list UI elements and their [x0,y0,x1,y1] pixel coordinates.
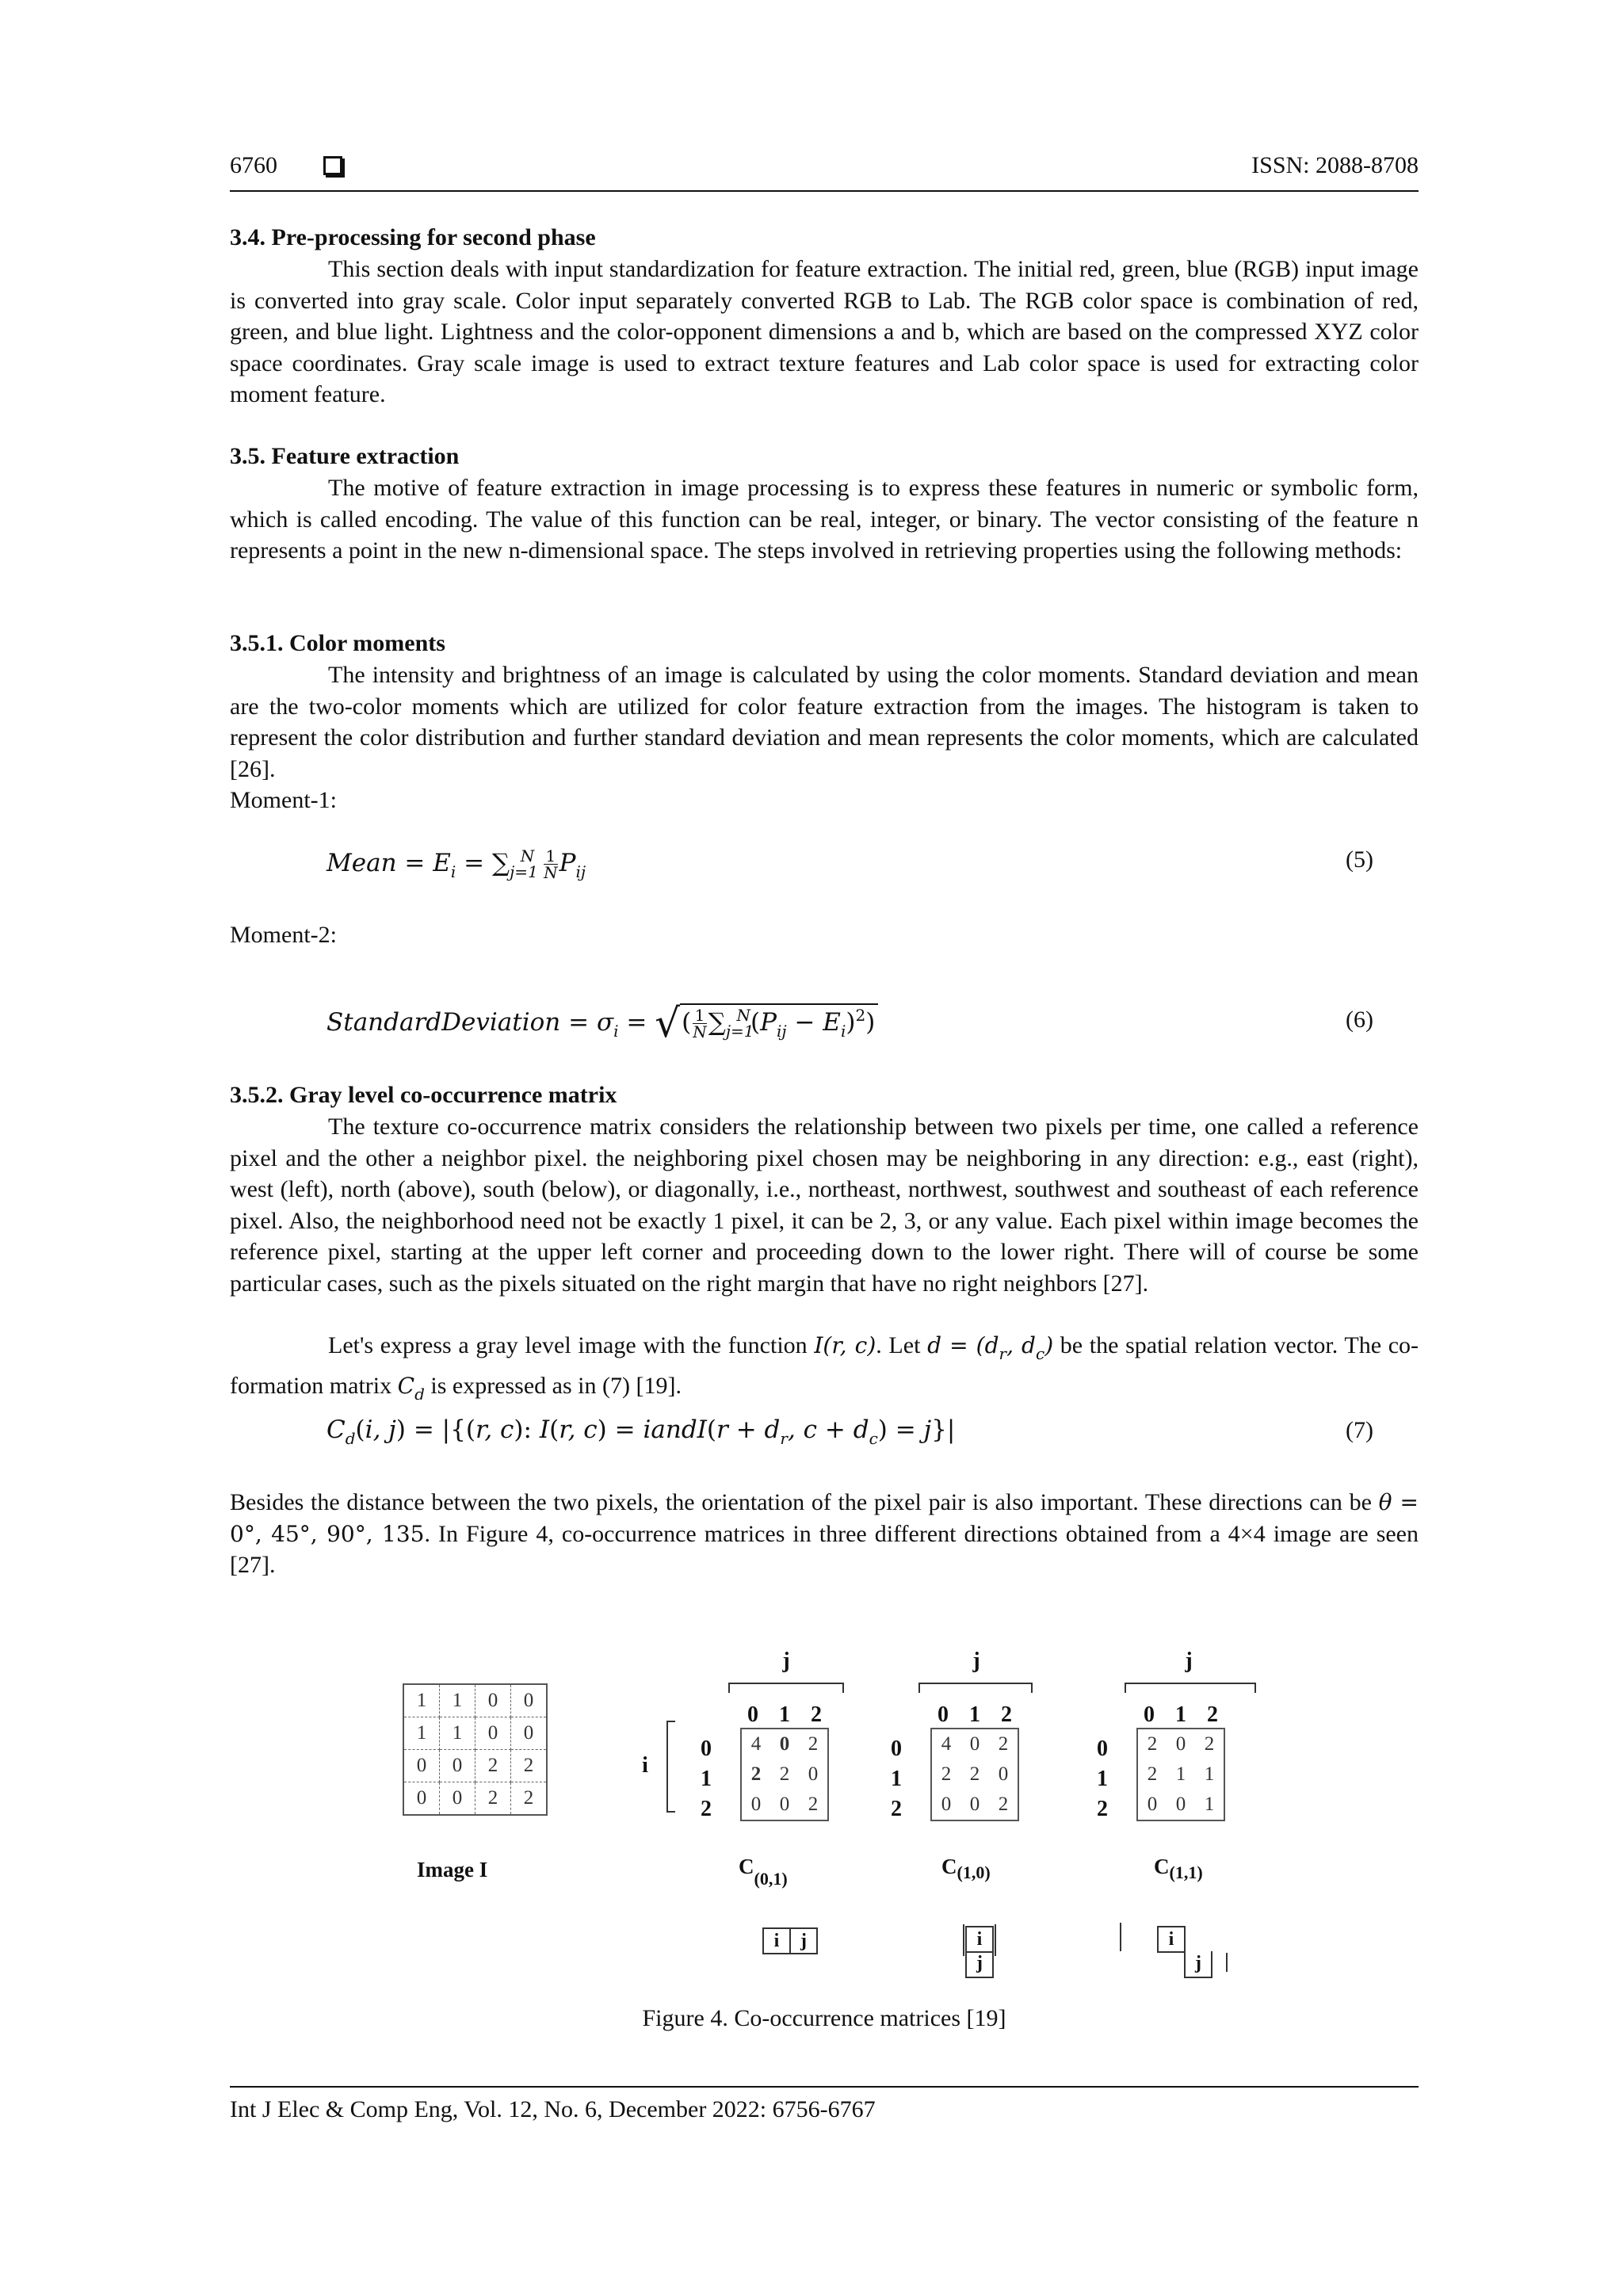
moment-2-label: Moment-2: [230,922,337,948]
equation-co-occurrence: $C_d(i$, j) = |{(r, c): I(r, c) = iandI(r + $d_r$, $c + d_c) = j\}|$ [327,1415,956,1448]
issn: ISSN: 2088-8708 [1251,152,1419,178]
moment-1-label: Moment-1: [230,787,337,813]
equation-number-6: (6) [1346,1007,1373,1033]
image-i-matrix: 1 1 0 0 1 1 0 0 0 0 2 2 0 0 2 2 [403,1683,548,1816]
square-bullet-icon [323,156,342,175]
equation-mean: Mean = $E_i = \sum_{j=1}^N$ $\frac{1}{N}$ $P_{ij}$ [327,846,586,882]
pair-1-1-i: i [1157,1926,1186,1953]
figure-4 [380,1639,1300,1980]
axis-j-label-1: j [782,1648,790,1673]
section-3-5-2-paragraph-1: The texture co-occurrence matrix considers the relationship between two pixels per time, one called a reference pixel and the other a neighbor pixel. the neighboring pixel chosen may be neighboring in any direction: e.g., east (right), west (left), north (above), south (below), or diagonally, i.e., northeast, northwest, southwest and southeast of each reference pixel. Also, the neighborhood need not be exactly 1 pixel, it can be 2, 3, or any value. Each pixel within image becomes the reference pixel, starting at the upper left corner and proceeding down to the lower right. There will of course be some particular cases, such as the pixels situated on the right margin that have no right neighbors [27]. [230,1114,1419,1297]
section-3-5-heading: 3.5. Feature extraction [230,443,460,469]
label-c-1-0: $C_{(1,0)}$ [941,1855,991,1882]
section-3-4-paragraph: This section deals with input standardization for feature extraction. The initial red, green, blue (RGB) input image is converted into gray scale. Color input separately converted RGB to Lab. The RGB color space is combination of red, green, and blue light. Lightness and the color-opponent dimensions a and b, which are based on the compressed XYZ color space coordinates. Gray scale image is used to extract texture features and Lab color space is used for extracting color moment feature. [230,256,1419,407]
section-3-5-paragraph: The motive of feature extraction in image processing is to express these features in numeric or symbolic form, which is called encoding. The value of this function can be real, integer, or binary. The vector consisting of the feature n represents a point in the new n-dimensional space. The steps involved in retrieving properties using the following methods: [230,475,1419,563]
figure-caption: Figure 4. Co-occurrence matrices [19] [642,2005,1006,2031]
pair-1-0-i: i [965,1926,994,1953]
col-index-2: 0 1 2 [938,1702,1012,1727]
axis-i-label: i [642,1753,648,1778]
matrix-c-0-1: 4 0 2 2 2 0 0 0 2 [740,1728,829,1821]
row-index-3: 0 1 2 [1097,1736,1108,1821]
pair-1-0-j: j [965,1951,994,1978]
section-3-5-2-heading: 3.5.2. Gray level co-occurrence matrix [230,1082,617,1108]
row-index-1: 0 1 2 [701,1736,712,1821]
pair-1-1-j: j [1184,1951,1212,1978]
col-index-1: 0 1 2 [747,1702,822,1727]
label-c-1-1: $C_{(1,1)}$ [1154,1855,1203,1882]
pair-0-1-i: i [762,1927,791,1954]
equation-number-5: (5) [1346,846,1373,873]
image-i-label: Image I [417,1858,488,1881]
section-3-5-2-paragraph-2: Let's express a gray level image with the function I(r, c). Let $d = (d_r$, $d_c$) be the spatial relation vector. The co-formation matrix $C_d$ is expressed as in (7) [19]. [230,1332,1419,1404]
pair-0-1-j: j [789,1927,818,1954]
col-index-3: 0 1 2 [1144,1702,1218,1727]
axis-j-label-3: j [1185,1648,1193,1673]
section-3-4-heading: 3.4. Pre-processing for second phase [230,224,596,250]
footer-citation: Int J Elec & Comp Eng, Vol. 12, No. 6, December 2022: 6756-6767 [230,2096,876,2122]
label-c-0-1: $C_{(0,1)}$ [739,1855,788,1889]
matrix-c-1-1: 2 0 2 2 1 1 0 0 1 [1136,1728,1225,1821]
section-3-5-2-paragraph-3: Besides the distance between the two pixels, the orientation of the pixel pair is also important. These directions can be θ = 0°, 45°, 90°, 135. In Figure 4, co-occurrence matrices in three different directions obtained from a 4×4 image are seen [27]. [230,1489,1419,1578]
equation-standard-deviation: StandardDeviation = $\sigma_i$ = √( $\frac{1}{N}$ $\sum_{j=1}^N(P_{ij} - E_i)^2$) [327,1000,878,1046]
section-3-5-1-paragraph: The intensity and brightness of an image is calculated by using the color moments. Standard deviation and mean are the two-color moments which are utilized for color feature extraction from the images. The histogram is taken to represent the color distribution and further standard deviation and mean represents the color moments, which are calculated [26]. [230,662,1419,782]
row-index-2: 0 1 2 [891,1736,902,1821]
section-3-5-1-heading: 3.5.1. Color moments [230,630,445,656]
axis-j-label-2: j [972,1648,980,1673]
footer-rule [230,2086,1419,2088]
running-header [230,152,1419,187]
page-number: 6760 [230,152,277,178]
header-rule [230,190,1419,192]
equation-number-7: (7) [1346,1417,1373,1443]
matrix-c-1-0: 4 0 2 2 2 0 0 0 2 [930,1728,1019,1821]
